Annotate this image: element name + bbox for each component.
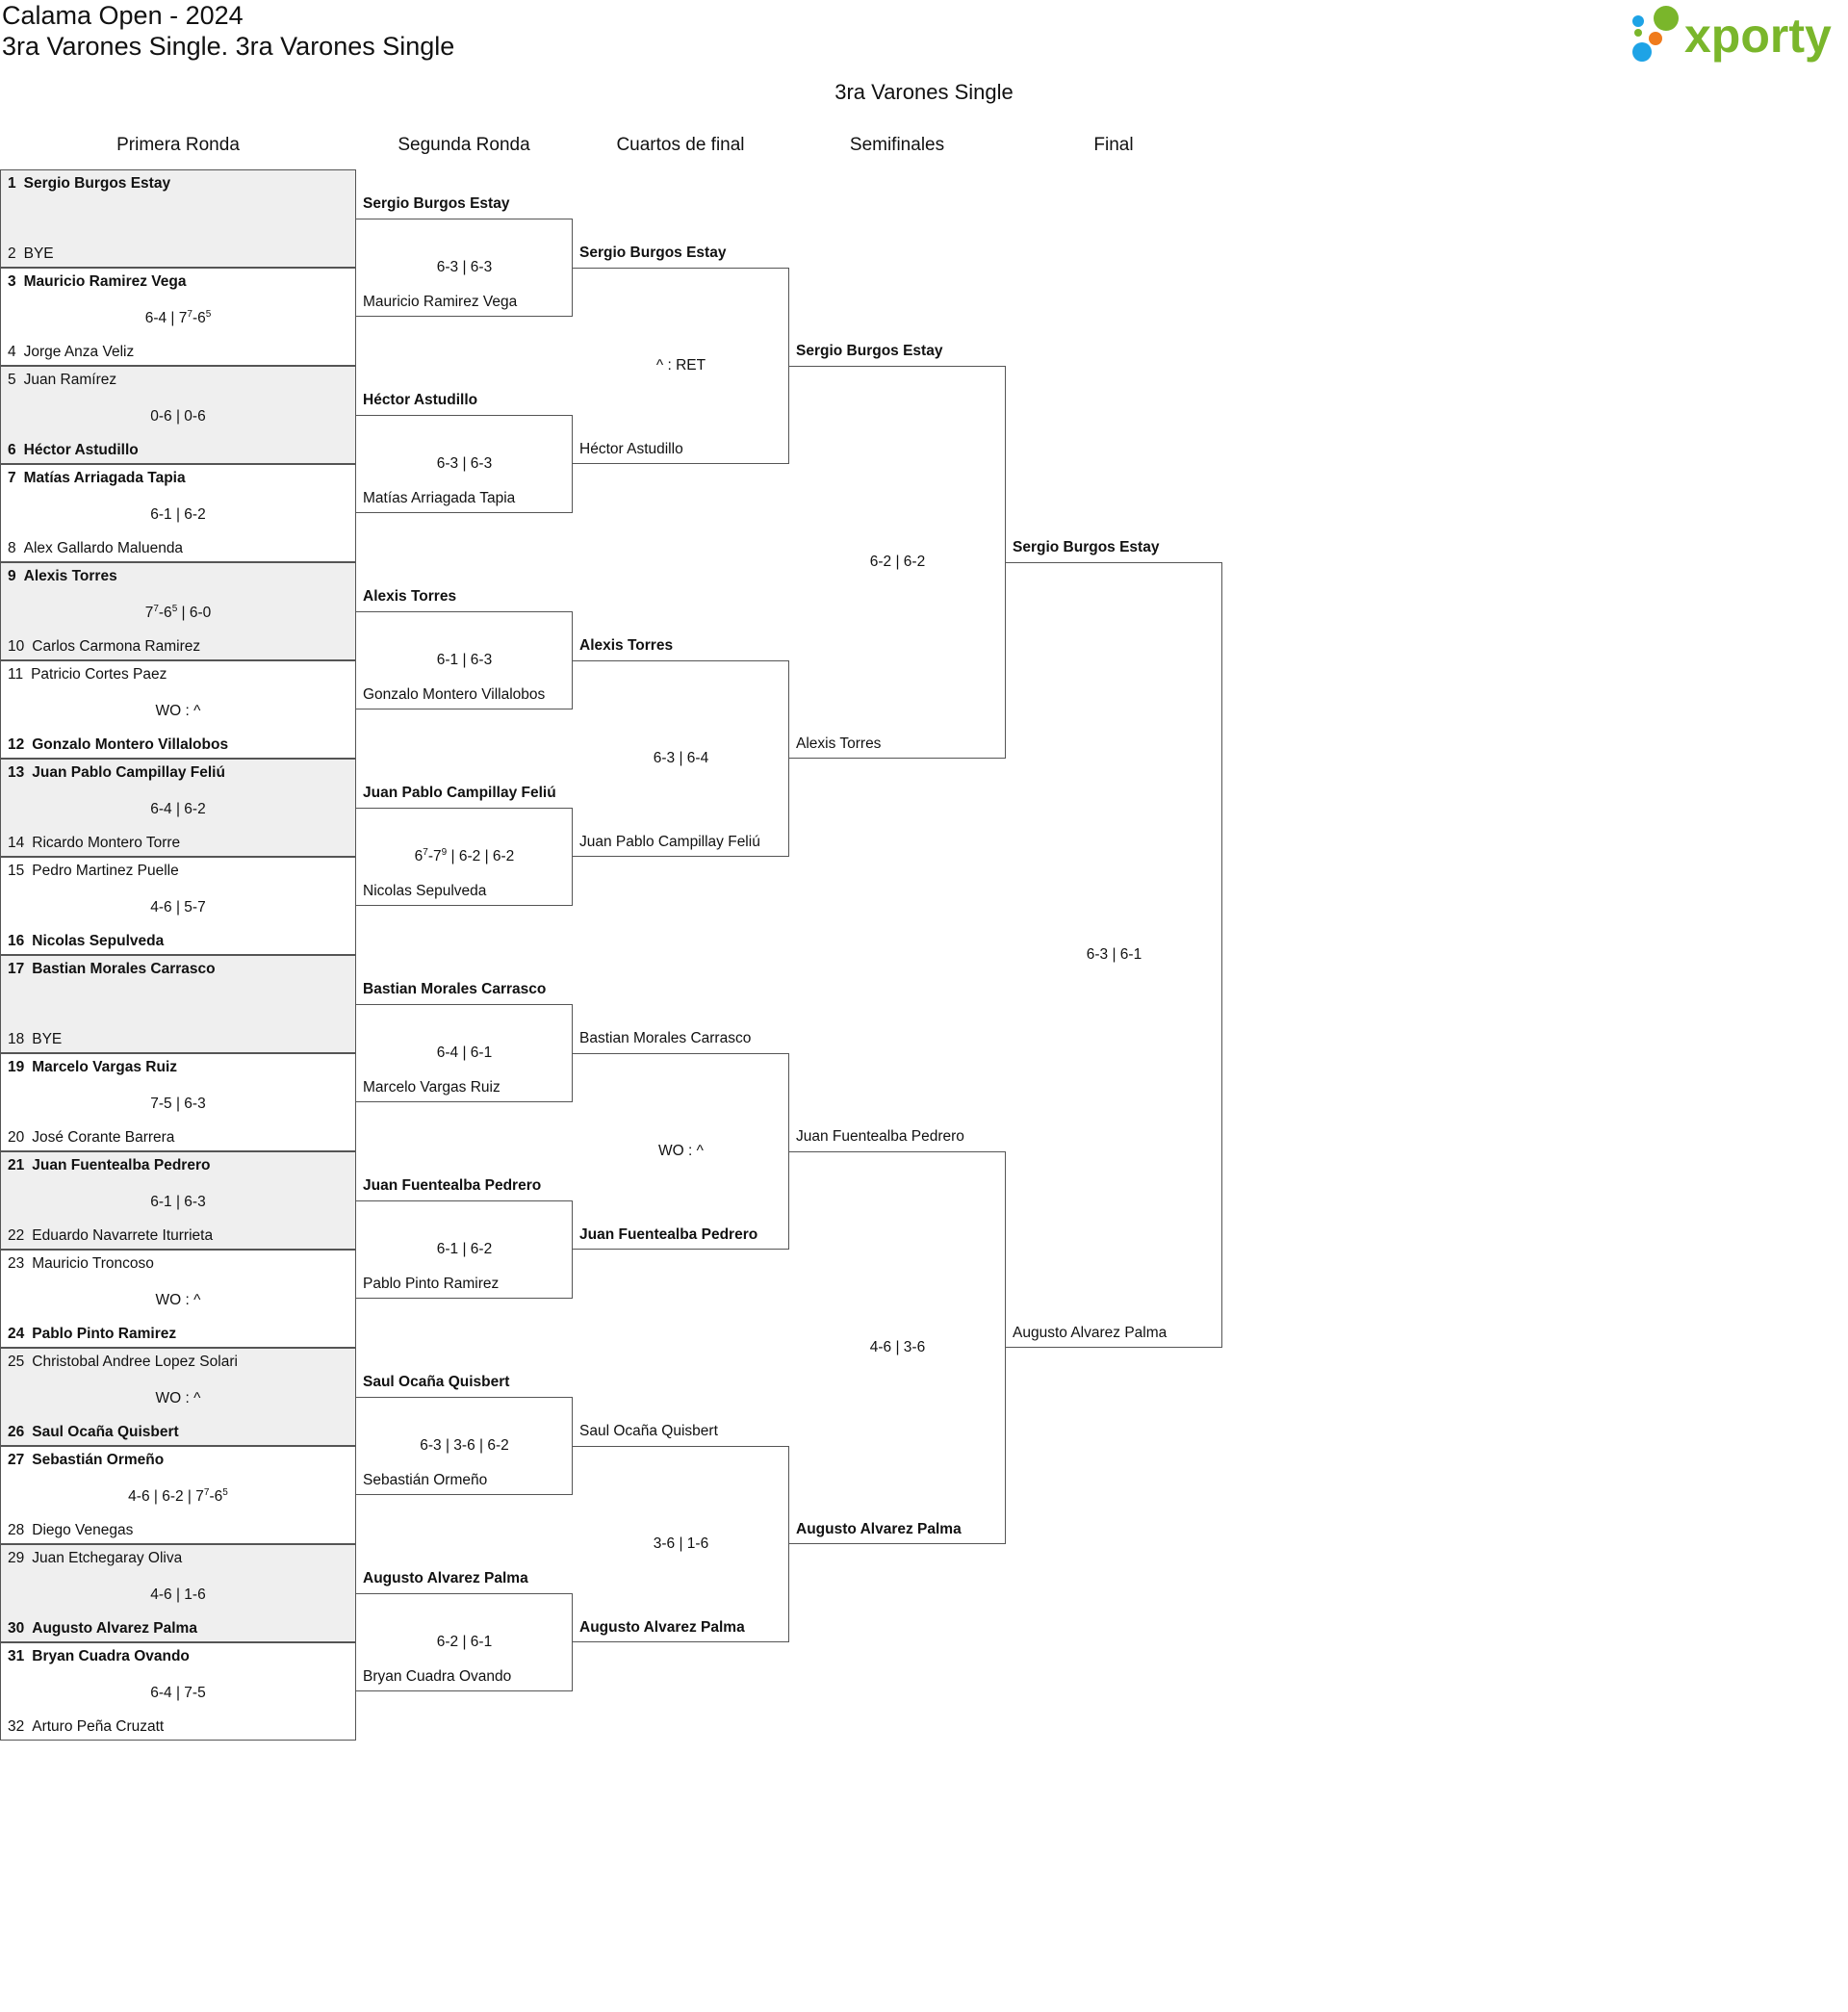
player-bottom[interactable]: Marcelo Vargas Ruiz xyxy=(363,1079,500,1096)
player-top[interactable]: 5 Juan Ramírez xyxy=(8,372,117,388)
match-score: $6^7-7^9$ | 6-2 | 6-2 xyxy=(414,846,515,864)
player-bottom[interactable]: 32 Arturo Peña Cruzatt xyxy=(8,1718,165,1735)
player-top[interactable]: 11 Patricio Cortes Paez xyxy=(8,666,167,683)
match-score: 6-3 | 6-1 xyxy=(1086,946,1142,963)
category-title: 3ra Varones Single. 3ra Varones Single xyxy=(2,32,455,61)
player-bottom[interactable]: 16 Nicolas Sepulveda xyxy=(8,933,165,949)
player-bottom[interactable]: Juan Fuentealba Pedrero xyxy=(579,1226,758,1243)
first-round-match xyxy=(0,366,356,464)
player-top[interactable]: 15 Pedro Martinez Puelle xyxy=(8,863,179,879)
player-bottom[interactable]: Juan Pablo Campillay Feliú xyxy=(579,834,760,850)
player-top[interactable]: 23 Mauricio Troncoso xyxy=(8,1255,154,1272)
player-top[interactable]: Alexis Torres xyxy=(579,637,674,654)
player-bottom[interactable]: Matías Arriagada Tapia xyxy=(363,490,516,506)
round-header-4: Final xyxy=(1093,135,1134,155)
player-top[interactable]: 21 Juan Fuentealba Pedrero xyxy=(8,1157,211,1174)
first-round-match xyxy=(0,464,356,562)
first-round-match xyxy=(0,857,356,955)
match-score: WO : ^ xyxy=(155,1292,201,1308)
player-top[interactable]: 1 Sergio Burgos Estay xyxy=(8,175,171,192)
player-bottom[interactable]: 14 Ricardo Montero Torre xyxy=(8,835,181,851)
match-score: 3-6 | 1-6 xyxy=(653,1535,709,1552)
logo-text: xporty xyxy=(1684,9,1832,63)
first-round-match xyxy=(0,759,356,857)
player-bottom[interactable]: Bryan Cuadra Ovando xyxy=(363,1668,512,1685)
player-top[interactable]: Juan Pablo Campillay Feliú xyxy=(363,785,556,801)
match-score: 6-3 | 6-4 xyxy=(653,750,709,766)
player-top[interactable]: 9 Alexis Torres xyxy=(8,568,117,584)
player-bottom[interactable]: 12 Gonzalo Montero Villalobos xyxy=(8,736,229,753)
player-bottom[interactable]: Mauricio Ramirez Vega xyxy=(363,294,518,310)
player-bottom[interactable]: 30 Augusto Alvarez Palma xyxy=(8,1620,197,1637)
match-score: 6-3 | 6-3 xyxy=(436,259,493,275)
match-score: 6-4 | 6-1 xyxy=(436,1045,493,1061)
match-score: 6-4 | $7^7-6^5$ xyxy=(144,308,212,326)
player-bottom[interactable]: 4 Jorge Anza Veliz xyxy=(8,344,135,360)
player-bottom[interactable]: Nicolas Sepulveda xyxy=(363,883,487,899)
player-top[interactable]: 17 Bastian Morales Carrasco xyxy=(8,961,216,977)
player-top[interactable]: 29 Juan Etchegaray Oliva xyxy=(8,1550,183,1566)
player-bottom[interactable]: Héctor Astudillo xyxy=(579,441,683,457)
match-score: WO : ^ xyxy=(155,703,201,719)
match-score: 7-5 | 6-3 xyxy=(150,1096,206,1112)
match-score: 4-6 | 6-2 | $7^7-6^5$ xyxy=(128,1486,228,1505)
draw-title: 3ra Varones Single xyxy=(834,80,1014,104)
player-bottom[interactable]: Pablo Pinto Ramirez xyxy=(363,1276,500,1292)
player-bottom[interactable]: 10 Carlos Carmona Ramirez xyxy=(8,638,201,655)
player-bottom[interactable]: Augusto Alvarez Palma xyxy=(796,1521,962,1537)
logo-dot-blue xyxy=(1632,42,1652,62)
first-round-match xyxy=(0,955,356,1053)
first-round-match xyxy=(0,1151,356,1250)
match-score: 6-3 | 6-3 xyxy=(436,455,493,472)
player-bottom[interactable]: Sebastián Ormeño xyxy=(363,1472,488,1488)
player-bottom[interactable]: 20 José Corante Barrera xyxy=(8,1129,175,1146)
first-round-match xyxy=(0,660,356,759)
match-score: 6-1 | 6-3 xyxy=(150,1194,206,1210)
player-top[interactable]: 13 Juan Pablo Campillay Feliú xyxy=(8,764,225,781)
match-score: 4-6 | 3-6 xyxy=(869,1339,926,1355)
round-header-3: Semifinales xyxy=(849,135,945,155)
player-top[interactable]: Saul Ocaña Quisbert xyxy=(363,1374,510,1390)
match-score: 4-6 | 5-7 xyxy=(150,899,206,916)
match-score: ^ : RET xyxy=(655,357,706,374)
player-bottom[interactable]: 22 Eduardo Navarrete Iturrieta xyxy=(8,1227,214,1244)
player-bottom[interactable]: 18 BYE xyxy=(8,1031,63,1047)
player-bottom[interactable]: Augusto Alvarez Palma xyxy=(1013,1325,1168,1341)
player-top[interactable]: Sergio Burgos Estay xyxy=(1013,539,1160,555)
match-score: 0-6 | 0-6 xyxy=(150,408,206,425)
match-score: 6-4 | 7-5 xyxy=(150,1685,206,1701)
player-bottom[interactable]: 28 Diego Venegas xyxy=(8,1522,134,1538)
player-top[interactable]: 31 Bryan Cuadra Ovando xyxy=(8,1648,190,1664)
match-score: WO : ^ xyxy=(658,1143,704,1159)
match-score: WO : ^ xyxy=(155,1390,201,1406)
first-round-match xyxy=(0,169,356,268)
player-top[interactable]: 25 Christobal Andree Lopez Solari xyxy=(8,1354,238,1370)
player-top[interactable]: 19 Marcelo Vargas Ruiz xyxy=(8,1059,178,1075)
player-top[interactable]: Sergio Burgos Estay xyxy=(579,245,727,261)
first-round-match xyxy=(0,562,356,660)
first-round-match xyxy=(0,1446,356,1544)
player-top[interactable]: Bastian Morales Carrasco xyxy=(363,981,547,997)
match-score: 4-6 | 1-6 xyxy=(150,1586,206,1603)
round-header-1: Segunda Ronda xyxy=(398,135,530,155)
match-score: 6-2 | 6-2 xyxy=(869,554,926,570)
player-top[interactable]: Saul Ocaña Quisbert xyxy=(579,1423,718,1439)
match-score: 6-3 | 3-6 | 6-2 xyxy=(420,1437,509,1454)
logo-dot-green-small xyxy=(1634,29,1642,37)
player-top[interactable]: 7 Matías Arriagada Tapia xyxy=(8,470,186,486)
match-score: 6-4 | 6-2 xyxy=(150,801,206,817)
first-round-match xyxy=(0,1250,356,1348)
player-top[interactable]: Alexis Torres xyxy=(363,588,457,605)
player-top[interactable]: 3 Mauricio Ramirez Vega xyxy=(8,273,187,290)
tournament-title: Calama Open - 2024 xyxy=(2,1,244,30)
player-bottom[interactable]: 2 BYE xyxy=(8,245,54,262)
player-top[interactable]: Juan Fuentealba Pedrero xyxy=(796,1128,964,1145)
player-top[interactable]: Sergio Burgos Estay xyxy=(363,195,510,212)
match-score: 6-1 | 6-2 xyxy=(150,506,206,523)
first-round-match xyxy=(0,1348,356,1446)
match-score: 6-1 | 6-3 xyxy=(436,652,493,668)
player-top[interactable]: Sergio Burgos Estay xyxy=(796,343,943,359)
logo-dot-blue-small xyxy=(1632,15,1644,27)
logo-dot-green xyxy=(1654,6,1679,31)
player-top[interactable]: Bastian Morales Carrasco xyxy=(579,1030,752,1046)
round-header-2: Cuartos de final xyxy=(616,135,745,155)
player-top[interactable]: 27 Sebastián Ormeño xyxy=(8,1452,165,1468)
player-bottom[interactable]: 6 Héctor Astudillo xyxy=(8,442,139,458)
round-header-0: Primera Ronda xyxy=(116,135,240,155)
player-bottom[interactable]: 24 Pablo Pinto Ramirez xyxy=(8,1326,177,1342)
player-bottom[interactable]: Alexis Torres xyxy=(796,735,882,752)
player-bottom[interactable]: 8 Alex Gallardo Maluenda xyxy=(8,540,184,556)
first-round-match xyxy=(0,1642,356,1741)
player-top[interactable]: Juan Fuentealba Pedrero xyxy=(363,1177,542,1194)
match-score: 6-2 | 6-1 xyxy=(436,1634,493,1650)
match-score: 6-1 | 6-2 xyxy=(436,1241,493,1257)
xporty-logo xyxy=(1627,4,1848,67)
first-round-match xyxy=(0,1544,356,1642)
player-top[interactable]: Augusto Alvarez Palma xyxy=(363,1570,528,1586)
player-bottom[interactable]: Augusto Alvarez Palma xyxy=(579,1619,745,1636)
logo-dot-orange xyxy=(1649,32,1662,45)
player-bottom[interactable]: Gonzalo Montero Villalobos xyxy=(363,686,546,703)
player-top[interactable]: Héctor Astudillo xyxy=(363,392,478,408)
match-score: $7^7-6^5$ | 6-0 xyxy=(144,603,212,621)
player-bottom[interactable]: 26 Saul Ocaña Quisbert xyxy=(8,1424,179,1440)
first-round-match xyxy=(0,1053,356,1151)
first-round-match xyxy=(0,268,356,366)
